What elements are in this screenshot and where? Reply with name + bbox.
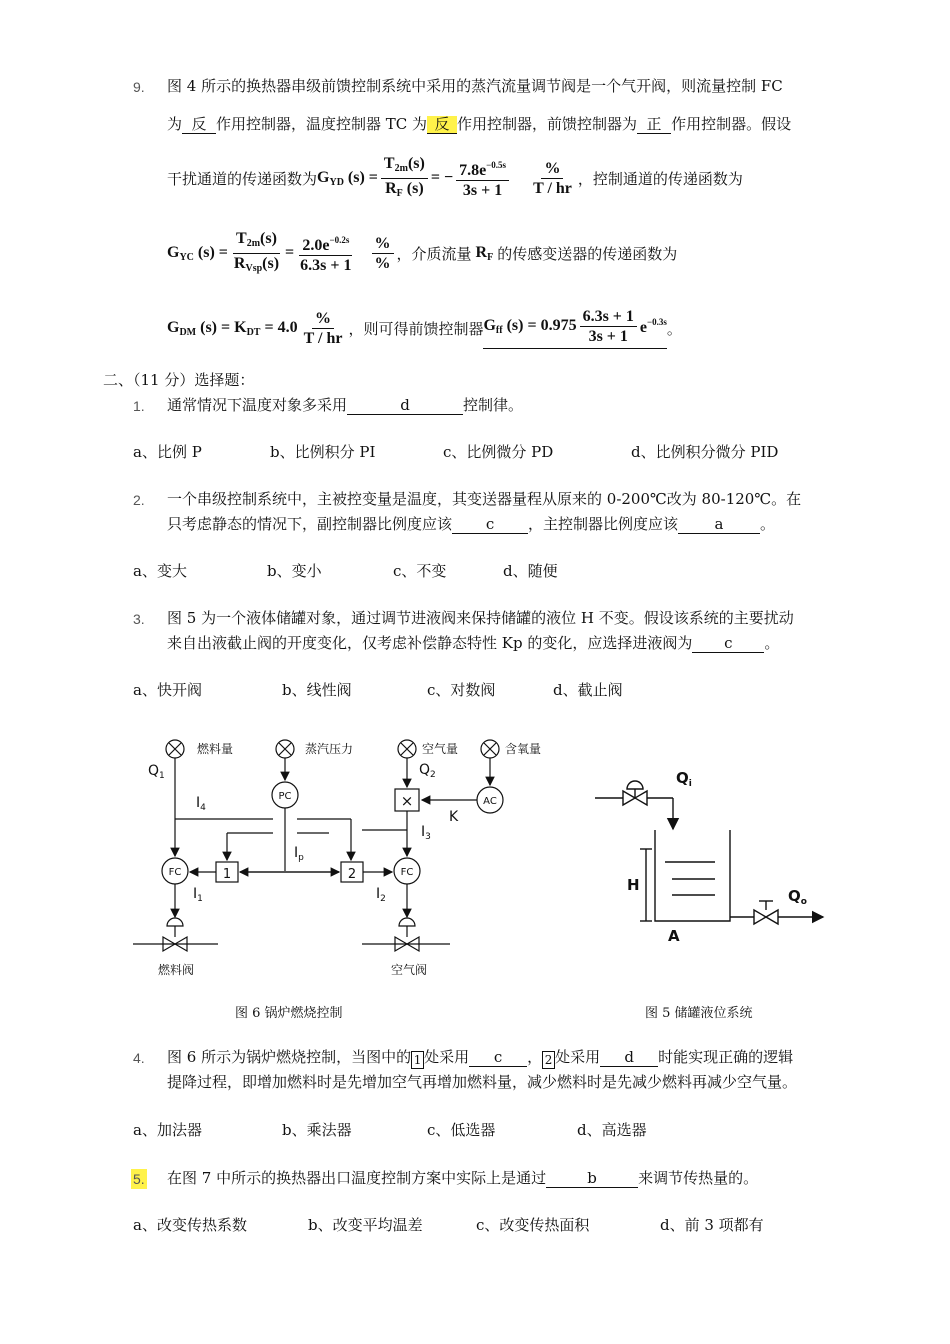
answer-blank-tc: 反: [427, 116, 457, 134]
option-a: a、快开阀: [133, 681, 202, 699]
q9-line2: [167, 114, 791, 134]
formula-gdm: [167, 302, 682, 354]
question-number: 1.: [133, 398, 145, 414]
answer-blank-fc: 反: [182, 116, 216, 134]
option-a: a、比例 P: [133, 443, 202, 461]
label-oxygen: 含氧量: [505, 742, 542, 756]
option-b: b、比例积分 PI: [270, 443, 376, 461]
fc-label: FC: [400, 867, 414, 878]
question-number: 4.: [133, 1050, 145, 1066]
answer-blank-ff: 正: [637, 116, 671, 134]
option-d: d、高选器: [577, 1121, 647, 1139]
pc-label: PC: [278, 791, 292, 802]
q4-line1: 图 6 所示为锅炉燃烧控制，当图中的 1 处采用 c ， 2 处采用 d 时能实现正确的逻辑: [167, 1048, 794, 1067]
figure-6-caption: 图 6 锅炉燃烧控制: [235, 1006, 343, 1021]
boiler-combustion-diagram: [0, 730, 560, 990]
option-c: c、改变传热面积: [476, 1216, 590, 1234]
option-d: d、截止阀: [553, 681, 623, 699]
block-1-label: 1: [222, 867, 232, 882]
option-b: b、乘法器: [282, 1121, 352, 1139]
equals-sign: =: [285, 244, 295, 261]
unit-fraction: $\frac{\%}{T / hr}$: [303, 309, 343, 347]
option-a: a、改变传热系数: [133, 1216, 247, 1234]
tank-level-diagram: [580, 760, 840, 950]
q9-text: ，则可得前馈控制器: [348, 319, 484, 338]
q9-text: 的传感变送器的传递函数为: [497, 244, 678, 263]
option-b: b、变小: [267, 562, 322, 580]
q5-text: 在图 7 中所示的换热器出口温度控制方案中实际上是通过 b 来调节传热量的。: [167, 1169, 759, 1187]
label-air: 空气量: [422, 742, 459, 756]
a-label: A: [668, 927, 680, 945]
option-c: c、对数阀: [427, 681, 496, 699]
section-title: 二、（11 分）选择题：: [103, 371, 255, 389]
option-d: d、比例积分微分 PID: [631, 443, 779, 461]
q9-text: 作用控制器，前馈控制器为: [457, 115, 638, 133]
fraction-gyc: $\frac{2.0e^{-0.2s}}{6.3s + 1}$: [297, 231, 354, 275]
unit-fraction: $\frac{\%}{\%}$: [372, 234, 394, 273]
q9-text: 为: [167, 115, 183, 133]
outlet-valve-icon: [754, 901, 778, 924]
fraction-t2m-rvsp: $\frac{T_{2m}(s)}{R_{Vsp}(s)}$: [233, 229, 280, 274]
k-label: K: [449, 809, 459, 825]
label-fuel: 燃料量: [197, 742, 234, 756]
option-d: d、前 3 项都有: [660, 1216, 764, 1234]
formula-gyd: [167, 153, 743, 203]
q9-text: ，介质流量: [396, 244, 472, 263]
qi-label: $Q_i$: [676, 769, 692, 789]
h-label: H: [627, 876, 640, 894]
option-c: c、比例微分 PD: [443, 443, 554, 461]
q2-line2: 只考虑静态的情况下，副控制器比例度应该 c ，主控制器比例度应该 a 。: [167, 515, 776, 533]
fuel-flow-sensor-icon: [166, 740, 184, 758]
figure-5-caption: 图 5 储罐液位系统: [645, 1006, 753, 1021]
option-a: a、加法器: [133, 1121, 202, 1139]
q9-text: 作用控制器，温度控制器 TC 为: [216, 115, 428, 133]
question-number: 9.: [133, 79, 145, 95]
fraction-t2m-rf: $\frac{T_{2m}(s)}{R_F (s)}$: [381, 154, 428, 203]
i4-label: $I_4$: [196, 795, 206, 813]
q9-text: 作用控制器。假设: [671, 115, 792, 133]
formula-gyc: [167, 227, 677, 279]
answer-blank: c: [452, 516, 528, 534]
fuel-valve-label: 燃料阀: [157, 963, 195, 977]
answer-blank: c: [469, 1049, 527, 1067]
gyc-lhs: $G_{YC}$ (s) =: [167, 243, 228, 263]
unit-fraction: $\frac{\%}{T / hr}$: [533, 159, 572, 197]
q3-line1: 图 5 为一个液体储罐对象，通过调节进液阀来保持储罐的液位 H 不变。假设该系统的主要扰动: [167, 609, 794, 627]
oxygen-sensor-icon: [481, 740, 499, 758]
qo-label: $Q_o$: [788, 887, 807, 907]
q9-text: 。: [666, 319, 682, 338]
q1-text: 通常情况下温度对象多采用 d 控制律。: [167, 396, 524, 414]
minus-sign: = −: [430, 169, 454, 186]
q9-text: ，控制通道的传递函数为: [577, 169, 743, 188]
answer-blank-gff: $G_{ff}$ (s) = 0.975 $\frac{6.3s + 1}{3s + 1}$ $e^{-0.3s}$: [483, 307, 666, 349]
option-b: b、改变平均温差: [308, 1216, 423, 1234]
ac-label: AC: [483, 796, 497, 807]
q4-line2: 提降过程，即增加燃料时是先增加空气再增加燃料量，减少燃料时是先减少燃料再减少空气量。: [167, 1073, 798, 1091]
fc-label: FC: [168, 867, 182, 878]
question-number: 5.: [133, 1171, 145, 1187]
q1-label: $Q_1$: [148, 763, 165, 781]
i2-label: $I_2$: [376, 886, 386, 904]
answer-blank: a: [678, 516, 760, 534]
i1-label: $I_1$: [193, 886, 203, 904]
box-2-inline: 2: [542, 1051, 555, 1069]
option-c: c、不变: [393, 562, 447, 580]
rf-symbol: $R_F$: [475, 243, 494, 263]
option-a: a、变大: [133, 562, 187, 580]
label-steam: 蒸汽压力: [305, 742, 354, 756]
tank: [655, 830, 730, 921]
ip-label: $I_p$: [294, 845, 304, 863]
gyd-lhs: $G_{YD}$ (s) =: [317, 168, 378, 188]
answer-blank: c: [692, 635, 764, 653]
box-1-inline: 1: [411, 1051, 424, 1069]
gdm-lhs: $G_{DM}$ $(s) = K_{DT} = 4.0$: [167, 318, 298, 338]
q9-text: 干扰通道的传递函数为: [167, 169, 318, 188]
question-number: 2.: [133, 492, 145, 508]
air-valve-icon: [362, 918, 450, 951]
fuel-valve-icon: [133, 918, 218, 951]
multiply-symbol: ×: [400, 792, 414, 810]
q9-line1: 图 4 所示的换热器串级前馈控制系统中采用的蒸汽流量调节阀是一个气开阀，则流量控制 FC: [167, 77, 783, 95]
answer-blank: d: [347, 397, 463, 415]
q2-label: $Q_2$: [419, 762, 436, 780]
air-valve-label: 空气阀: [390, 963, 428, 977]
option-c: c、低选器: [427, 1121, 496, 1139]
answer-blank: d: [600, 1049, 658, 1067]
fraction-gyd: $\frac{7.8e^{-0.5s}}{3s + 1}$: [456, 156, 509, 200]
q2-line1: 一个串级控制系统中，主被控变量是温度，其变送器量程从原来的 0-200℃改为 80-120℃。在: [167, 490, 802, 508]
block-2-label: 2: [347, 867, 357, 882]
question-number: 3.: [133, 611, 145, 627]
i3-label: $I_3$: [421, 824, 431, 842]
q3-line2: 来自出液截止阀的开度变化，仅考虑补偿静态特性 Kp 的变化，应选择进液阀为 c 。: [167, 634, 780, 652]
steam-pressure-sensor-icon: [276, 740, 294, 758]
option-d: d、随便: [503, 562, 558, 580]
inlet-valve-icon: [623, 781, 647, 805]
air-flow-sensor-icon: [398, 740, 416, 758]
option-b: b、线性阀: [282, 681, 352, 699]
answer-blank: b: [546, 1170, 638, 1188]
